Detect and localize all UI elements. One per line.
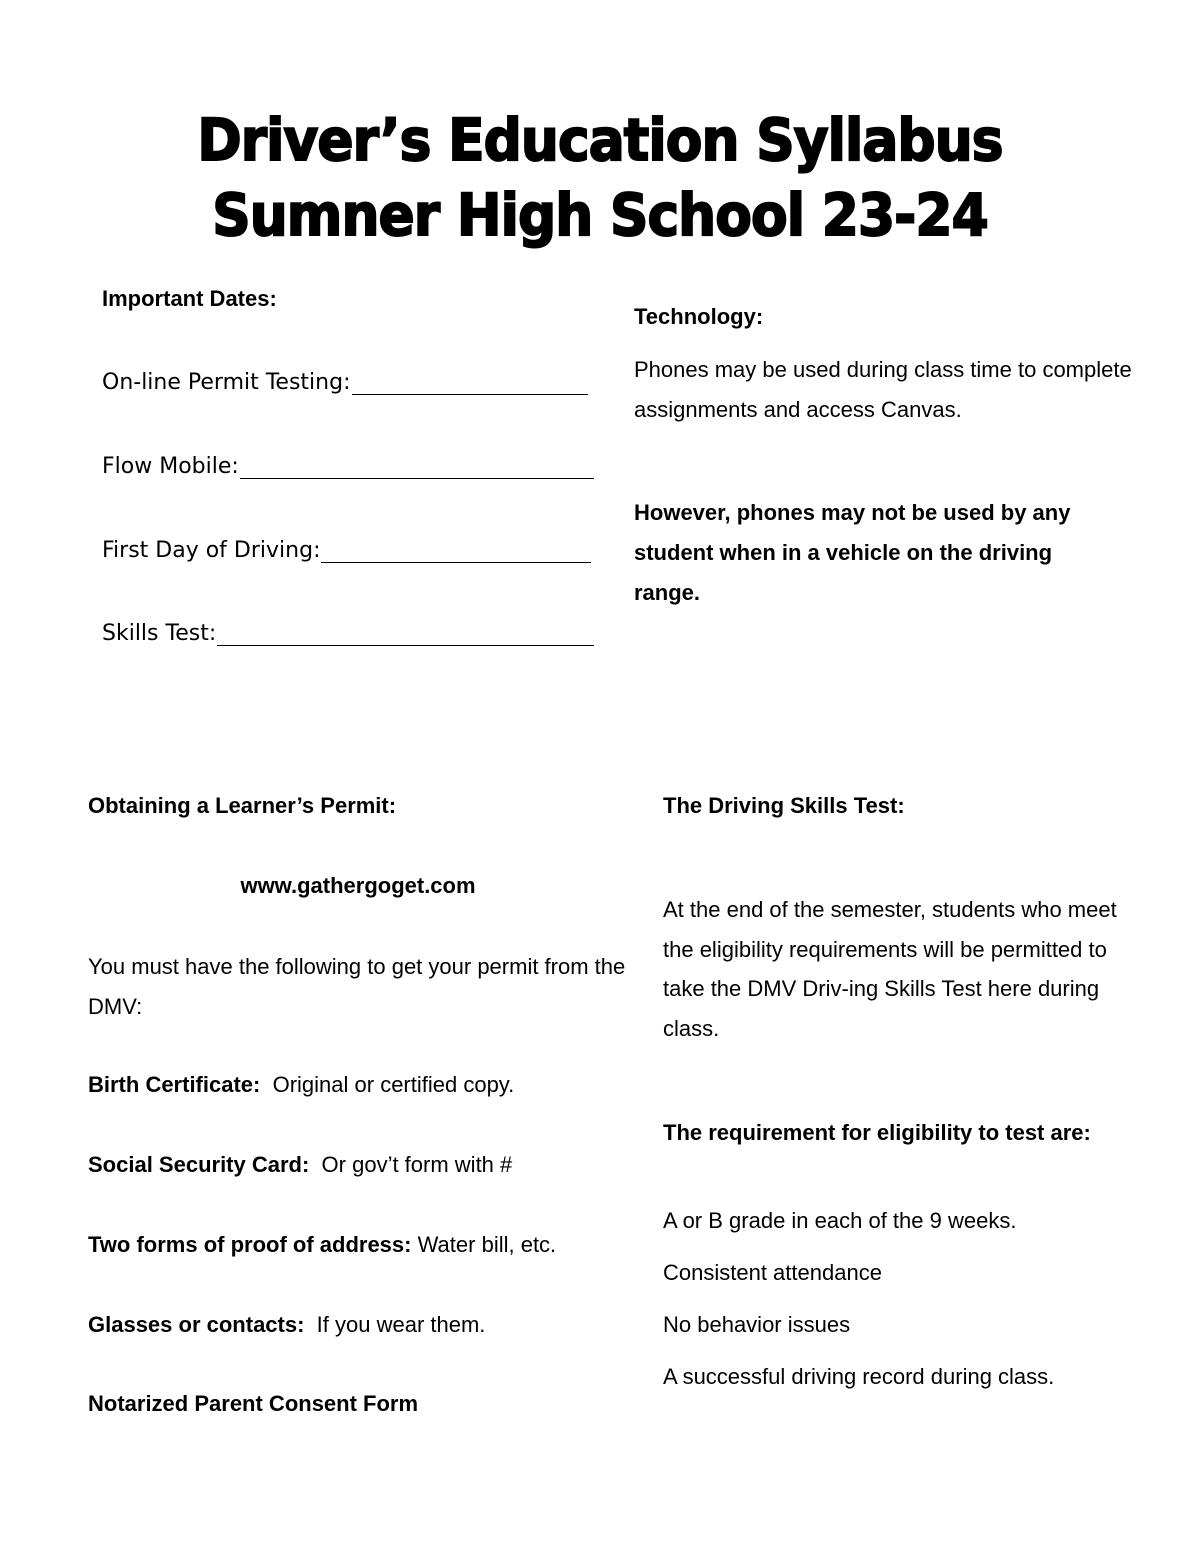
permit-url: www.gathergoget.com <box>240 873 476 898</box>
eligibility-item: Consistent attendance <box>663 1260 882 1285</box>
requirement-birth-certificate <box>88 1072 514 1098</box>
technology-body: Phones may be used during class time to complete assignments and access Canvas. <box>634 357 1132 422</box>
skills-test-body: At the end of the semester, students who meet the eligibility requirements will be permitted to take the DMV Driv-ing Skills Test here during class. <box>663 897 1117 1041</box>
date-line-skills-test <box>102 621 594 646</box>
important-dates-heading: Important Dates: <box>102 286 277 311</box>
permit-heading: Obtaining a Learner’s Permit: <box>88 793 397 818</box>
title-line-2: Sumner High School 23-24 <box>212 181 988 249</box>
date-label: First Day of Driving: <box>102 538 321 563</box>
permit-intro: You must have the following to get your permit from the DMV: <box>88 954 626 1019</box>
requirement-detail: Original or certified copy. <box>272 1072 515 1097</box>
eligibility-item: No behavior issues <box>663 1312 851 1337</box>
blank-line <box>352 374 588 395</box>
technology-heading: Technology: <box>634 304 764 329</box>
requirement-label: Birth Certificate: <box>88 1072 261 1097</box>
eligibility-item: A or B grade in each of the 9 weeks. <box>663 1208 1017 1233</box>
requirement-detail: Or gov’t form with # <box>321 1152 513 1177</box>
date-label: On-line Permit Testing: <box>102 370 351 395</box>
date-label: Skills Test: <box>102 621 217 646</box>
eligibility-heading: The requirement for eligibility to test are: <box>663 1120 1091 1145</box>
eligibility-item: A successful driving record during class. <box>663 1364 1055 1389</box>
date-line-flow-mobile <box>102 454 594 479</box>
requirement-label: Two forms of proof of address: <box>88 1232 412 1257</box>
skills-test-heading: The Driving Skills Test: <box>663 793 905 818</box>
requirement-detail: Water bill, etc. <box>417 1232 557 1257</box>
requirement-social-security <box>88 1152 512 1178</box>
blank-line <box>217 625 594 646</box>
blank-line <box>321 542 591 563</box>
requirement-label: Notarized Parent Consent Form <box>88 1391 419 1416</box>
technology-warning: However, phones may not be used by any student when in a vehicle on the driving range. <box>634 500 1071 605</box>
date-line-first-day <box>102 538 591 563</box>
requirement-glasses <box>88 1312 485 1338</box>
requirement-parent-consent <box>88 1391 418 1417</box>
title-line-1: Driver’s Education Syllabus <box>197 106 1003 174</box>
blank-line <box>240 458 594 479</box>
requirement-proof-of-address <box>88 1232 556 1258</box>
requirement-label: Glasses or contacts: <box>88 1312 305 1337</box>
requirement-detail: If you wear them. <box>316 1312 486 1337</box>
date-label: Flow Mobile: <box>102 454 239 479</box>
date-line-permit-testing <box>102 370 588 395</box>
requirement-label: Social Security Card: <box>88 1152 310 1177</box>
